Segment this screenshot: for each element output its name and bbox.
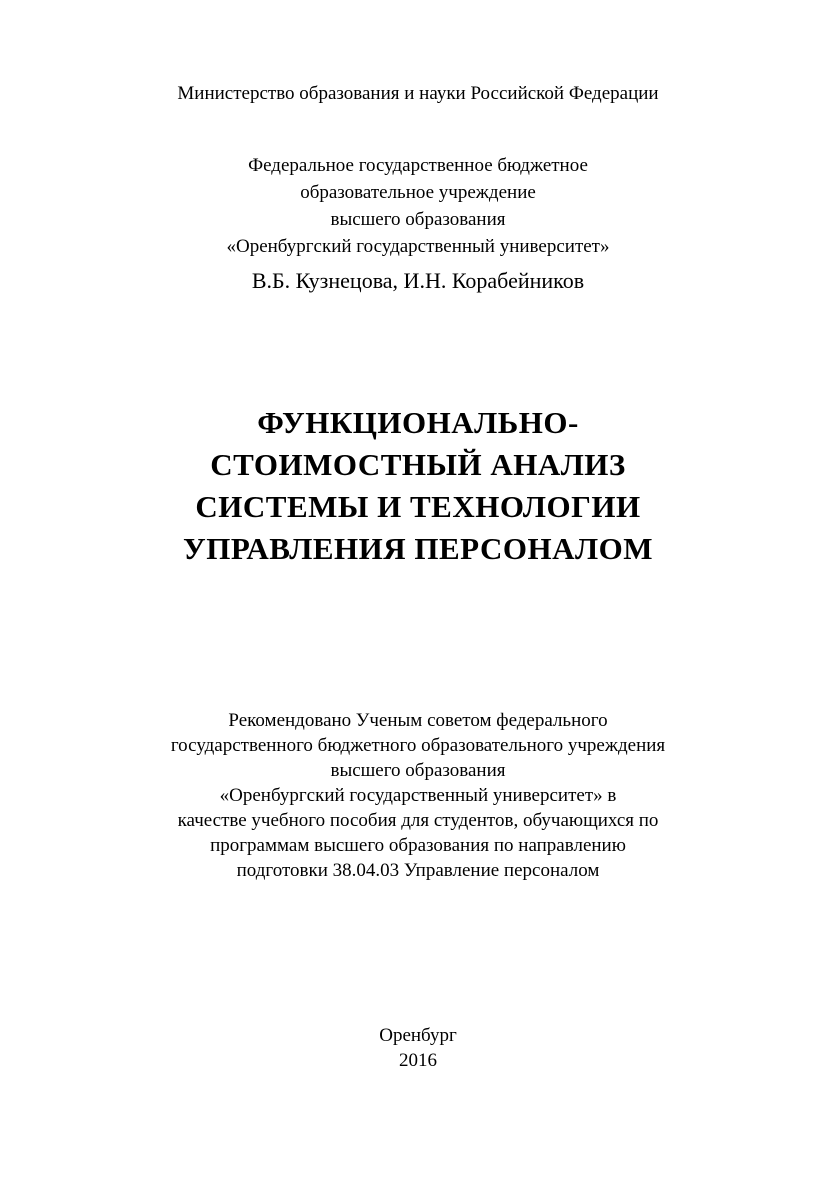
authors-line: В.Б. Кузнецова, И.Н. Корабейников — [251, 268, 585, 293]
book-title-line-3: СИСТЕМЫ И ТЕХНОЛОГИИ — [195, 489, 641, 524]
recommendation-line-3: высшего образования — [330, 760, 506, 781]
recommendation-line-5: качестве учебного пособия для студентов, обучающихся по — [177, 810, 659, 831]
institution-line-3: высшего образования — [330, 209, 506, 230]
institution-block — [0, 152, 836, 260]
recommendation-line-1: Рекомендовано Ученым советом федерального — [228, 710, 608, 731]
institution-line-2: образовательное учреждение — [300, 182, 536, 203]
recommendation-block — [0, 708, 836, 883]
imprint-block — [0, 1023, 836, 1073]
imprint-year: 2016 — [399, 1050, 437, 1071]
imprint-city: Оренбург — [379, 1025, 457, 1046]
book-title-line-1: ФУНКЦИОНАЛЬНО- — [257, 405, 579, 440]
institution-line-4: «Оренбургский государственный университет» — [226, 236, 610, 257]
recommendation-line-2: государственного бюджетного образовательного учреждения — [170, 735, 666, 756]
book-title-line-2: СТОИМОСТНЫЙ АНАЛИЗ — [210, 447, 626, 482]
institution-line-1: Федеральное государственное бюджетное — [248, 155, 588, 176]
book-title-line-4: УПРАВЛЕНИЯ ПЕРСОНАЛОМ — [183, 531, 653, 566]
ministry-line: Министерство образования и науки Российской Федерации — [177, 83, 659, 104]
book-title — [0, 402, 836, 570]
recommendation-line-7: подготовки 38.04.03 Управление персоналом — [236, 860, 600, 881]
recommendation-line-6: программам высшего образования по направлению — [210, 835, 626, 856]
recommendation-line-4: «Оренбургский государственный университет» в — [219, 785, 617, 806]
